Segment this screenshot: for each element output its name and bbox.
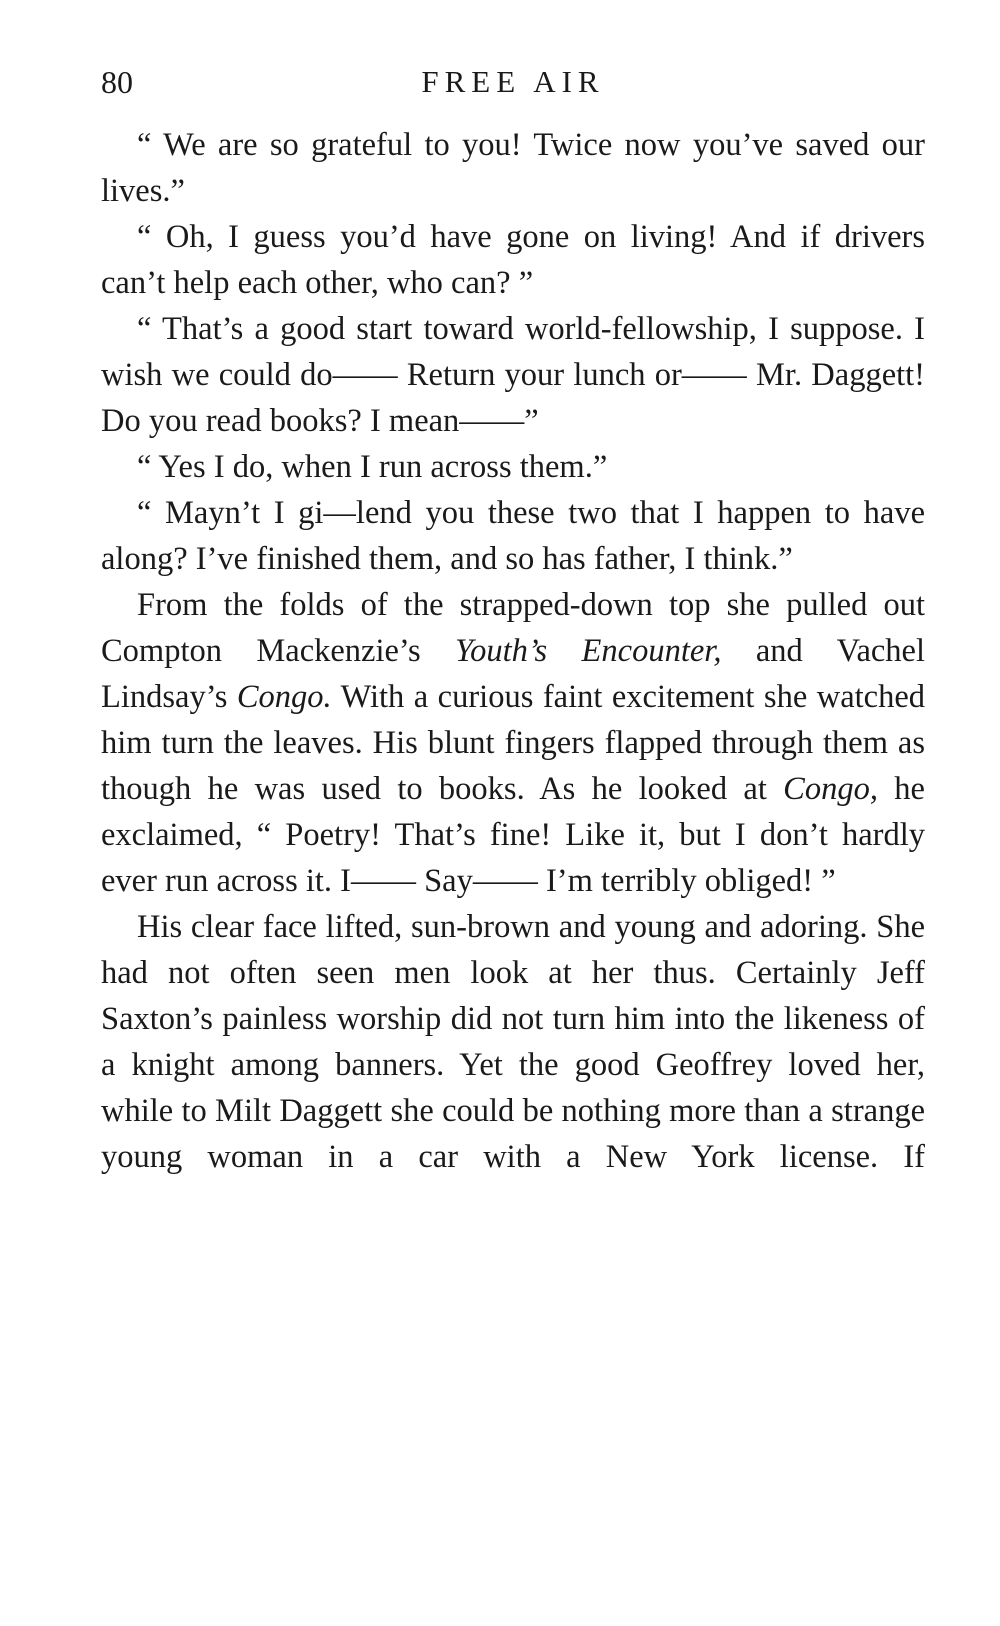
paragraph-p1 [101,122,925,214]
paragraph-p6 [101,582,925,904]
text-run: “ Yes I do, when I run across them.” [137,449,608,485]
paragraph-p4 [101,444,925,490]
text-run: “ Oh, I guess you’d have gone on living! And if drivers can’t help each other, who can? ” [101,219,925,301]
book-title-italic: Congo, [783,771,878,807]
body-text [101,122,925,1180]
paragraph-p7 [101,904,925,1180]
text-run: His clear face lifted, sun-brown and young and adoring. She had not often seen men look at her thus. Certainly Jeff Saxton’s painless worship did not turn him into the likeness of a knight among banners. Yet the good Geoffrey loved her, while to Milt Daggett she could be nothing more than a strange young woman in a car with a New York license. If [101,909,925,1175]
running-title: FREE AIR [421,64,605,99]
page-header [101,60,925,104]
text-run: From the folds of the strapped-down top she pulled out Compton Mackenzie’s [101,587,925,669]
page-number: 80 [101,64,133,100]
text-run: “ Mayn’t I gi—lend you these two that I happen to have along? I’ve finished them, and so has father, I think.” [101,495,925,577]
book-title-italic: Youth’s Encounter, [455,633,722,669]
text-run: he exclaimed, “ Poetry! That’s fine! Like it, but I don’t hardly ever run across it. I—— Say—— I’m terribly obliged! ” [101,771,925,899]
text-run: “ We are so grateful to you! Twice now you’ve saved our lives.” [101,127,925,209]
book-title-italic: Congo. [236,679,332,715]
text-run: With a curious faint excitement she watched him turn the leaves. His blunt fingers flapped through them as though he was used to books. As he looked at [101,679,925,807]
paragraph-p5 [101,490,925,582]
paragraph-p3 [101,306,925,444]
text-run: “ That’s a good start toward world-fellowship, I suppose. I wish we could do—— Return your lunch or—— Mr. Daggett! Do you read books? I mean——” [101,311,925,439]
paragraph-p2 [101,214,925,306]
text-run: and Vachel Lindsay’s [101,633,925,715]
